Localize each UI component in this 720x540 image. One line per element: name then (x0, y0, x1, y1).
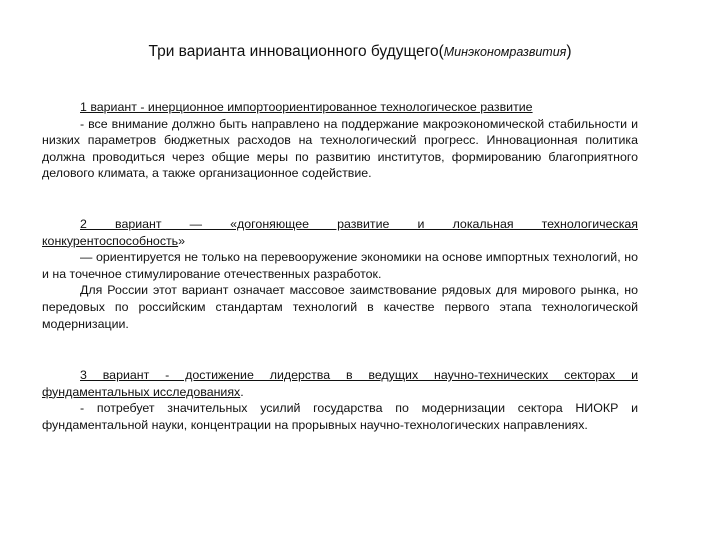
variant-1-body: - все внимание должно быть направлено на поддержание макроэкономической стабильности и низких параметров бюджетных расходов на технологический прогресс. Инновационная политика должна проводиться через общие меры по развитию институтов, формированию благоприятного делового климата, а также организационное содействие. (42, 116, 638, 181)
variant-1-heading-text: 1 вариант - инерционное импортоориентированное технологическое развитие (80, 100, 533, 114)
variant-1-heading (42, 99, 638, 116)
variant-2-heading-line1 (42, 216, 638, 233)
variant-2-block (42, 216, 638, 332)
variant-3-heading-continued: фундаментальных исследованиях (42, 384, 241, 399)
variant-2-heading-text: 2 вариант — «догоняющее развитие и локальная технологическая (80, 217, 638, 231)
page-title (0, 42, 720, 62)
variant-3-heading-line1 (42, 367, 638, 384)
variant-3-block (42, 367, 638, 433)
variant-3-heading-tail: . (240, 384, 244, 399)
variant-2-body: — ориентируется не только на перевооружение экономики на основе импортных технологий, но и на точечное стимулирование отечественных разработок. (42, 250, 638, 281)
variant-3-heading-line2 (42, 384, 638, 401)
variant-1-block (42, 99, 638, 182)
title-close: ) (566, 43, 572, 60)
title-source: Минэкономразвития (443, 45, 567, 59)
variant-3-heading-text: 3 вариант - достижение лидерства в ведущих научно-технических секторах и (80, 368, 638, 382)
title-main: Три варианта инновационного будущего( (148, 43, 444, 60)
variant-2-heading-continued: конкурентоспособность (42, 233, 179, 248)
variant-2-heading-line2 (42, 233, 638, 250)
variant-2-body2: Для России этот вариант означает массовое заимствование рядовых для мирового рынка, но передовых по российским стандартам технологий в качестве первого этапа технологической модернизации. (42, 283, 638, 331)
variant-2-heading-tail: » (178, 233, 186, 248)
variant-3-body: - потребует значительных усилий государства по модернизации сектора НИОКР и фундаментальной науки, концентрации на прорывных научно-технологических направлениях. (42, 401, 638, 432)
